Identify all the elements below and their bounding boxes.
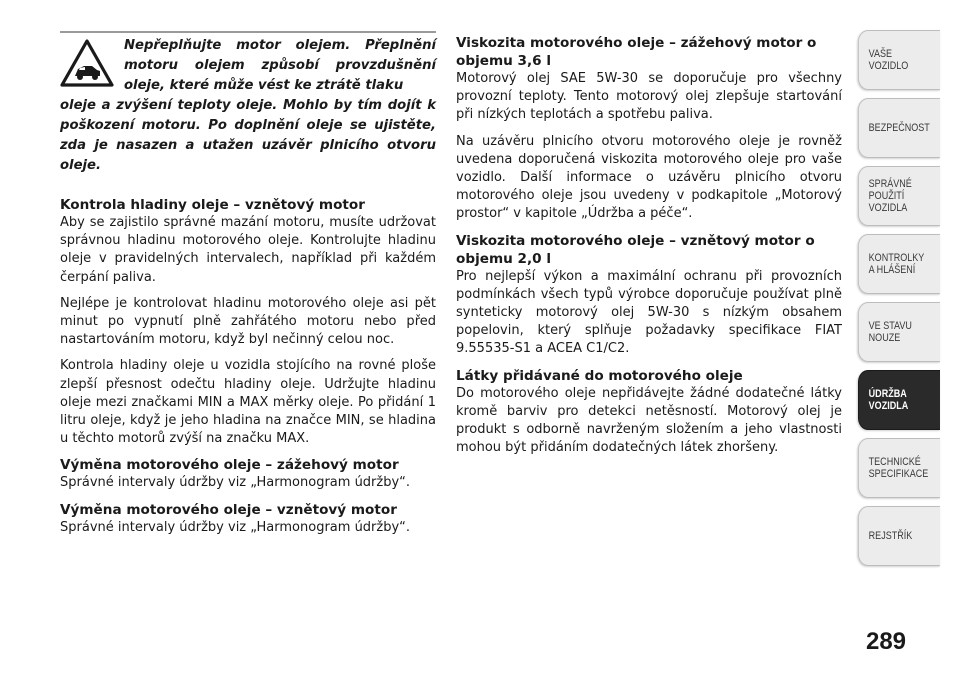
tab-label: KONTROLKY A HLÁŠENÍ [868, 252, 925, 276]
section-oil-additives [456, 367, 842, 458]
chapter-tabs [858, 30, 958, 622]
tab-rejstrik[interactable] [858, 506, 940, 566]
left-column [60, 34, 436, 545]
tab-technicke-specifikace[interactable] [858, 438, 940, 498]
right-column [456, 34, 842, 465]
warning-divider [60, 31, 436, 33]
heading-oil-change-petrol: Výměna motorového oleje – zážehový motor [60, 457, 399, 474]
section-oil-change-petrol [60, 456, 436, 492]
tab-ve-stavu-nouze[interactable] [858, 302, 940, 362]
tab-label: TECHNICKÉ SPECIFIKACE [868, 456, 929, 480]
section-oil-level-diesel [60, 196, 436, 448]
paragraph: Na uzávěru plnicího otvoru motorového oleje je rovněž uvedena doporučená viskozita motorového oleje pro vaše vozidlo. Další informace o uzávěru plnicího otvoru motorového oleje jsou uvedeny v podkapitole „Motorový prostor“ v kapitole „Údržba a péče“. [456, 133, 842, 222]
paragraph: Kontrola hladiny oleje u vozidla stojícího na rovné ploše zlepší přesnost odečtu hladiny oleje. Udržujte hladinu oleje mezi značkami MIN a MAX měrky oleje. Po přidání 1 litru oleje, když je jeho hladina na značce MIN, se hladina u těchto motorů zvýší na značku MAX. [60, 358, 436, 447]
tab-label: VAŠE VOZIDLO [868, 48, 909, 72]
tab-label: SPRÁVNÉ POUŽITÍ VOZIDLA [868, 178, 912, 214]
tab-vase-vozidlo[interactable] [858, 30, 940, 90]
warning-text-rest: oleje a zvýšení teploty oleje. Mohlo by tím dojít k poškození motoru. Po doplnění oleje se ujistěte, zda je nasazen a utažen uzávěr plnicího otvoru oleje. [60, 98, 436, 173]
warning-triangle-car-icon [60, 38, 114, 88]
paragraph: Do motorového oleje nepřidávejte žádné dodatečné látky kromě barviv pro detekci netěsností. Motorový olej je produkt s odborně navrženým složením a jeho vlastnosti mohou být přidáním dodatečných látek zhoršeny. [456, 385, 842, 456]
heading-oil-additives: Látky přidávané do motorového oleje [456, 367, 743, 384]
paragraph: Aby se zajistilo správné mazání motoru, musíte udržovat správnou hladinu motorového oleje. Kontrolujte hladinu oleje v pravidelných intervalech, například při každém čerpání paliva. [60, 215, 436, 285]
tab-bezpecnost[interactable] [858, 98, 940, 158]
paragraph: Pro nejlepší výkon a maximální ochranu při provozních podmínkách všech typů výrobce doporučuje používat plně synteticky motorový olej 5W-30 s nízkým obsahem popelovin, který splňuje požadavky specifikace FIAT 9.55535-S1 a ACEA C1/C2. [456, 268, 842, 357]
heading-oil-level-diesel: Kontrola hladiny oleje – vznětový motor [60, 197, 365, 213]
tab-label: VE STAVU NOUZE [868, 320, 912, 344]
tab-kontrolky-a-hlaseni[interactable] [858, 234, 940, 294]
tab-label: BEZPEČNOST [868, 122, 930, 134]
tab-spravne-pouziti-vozidla[interactable] [858, 166, 940, 226]
section-viscosity-petrol [456, 34, 842, 224]
heading-viscosity-petrol: Viskozita motorového oleje – zážehový motor o objemu 3,6 l [456, 35, 817, 69]
paragraph: Správné intervaly údržby viz „Harmonogram údržby“. [60, 519, 411, 535]
warning-box [60, 34, 436, 176]
paragraph: Správné intervaly údržby viz „Harmonogram údržby“. [60, 475, 411, 491]
section-oil-change-diesel [60, 501, 436, 537]
paragraph: Motorový olej SAE 5W-30 se doporučuje pro všechny provozní teploty. Tento motorový olej zlepšuje startování při nízkých teplotách a spotřebu paliva. [456, 71, 842, 123]
paragraph: Nejlépe je kontrolovat hladinu motorového oleje asi pět minut po vypnutí plně zahřátého motoru nebo před nastartováním motoru, když byl nečinný celou noc. [60, 295, 436, 348]
heading-viscosity-diesel: Viskozita motorového oleje – vznětový motor o objemu 2,0 l [456, 232, 815, 267]
tab-label: ÚDRŽBA VOZIDLA [868, 388, 909, 412]
section-viscosity-diesel [456, 232, 842, 359]
warning-text-lead: Nepřeplňujte motor olejem. Přeplnění motoru olejem způsobí provzdušnění oleje, které může vést ke ztrátě tlaku [124, 38, 436, 93]
tab-label: REJSTŘÍK [868, 530, 913, 542]
page-number: 289 [865, 628, 907, 655]
tab-udrzba-vozidla[interactable] [858, 370, 940, 430]
heading-oil-change-diesel: Výměna motorového oleje – vznětový motor [60, 501, 397, 518]
